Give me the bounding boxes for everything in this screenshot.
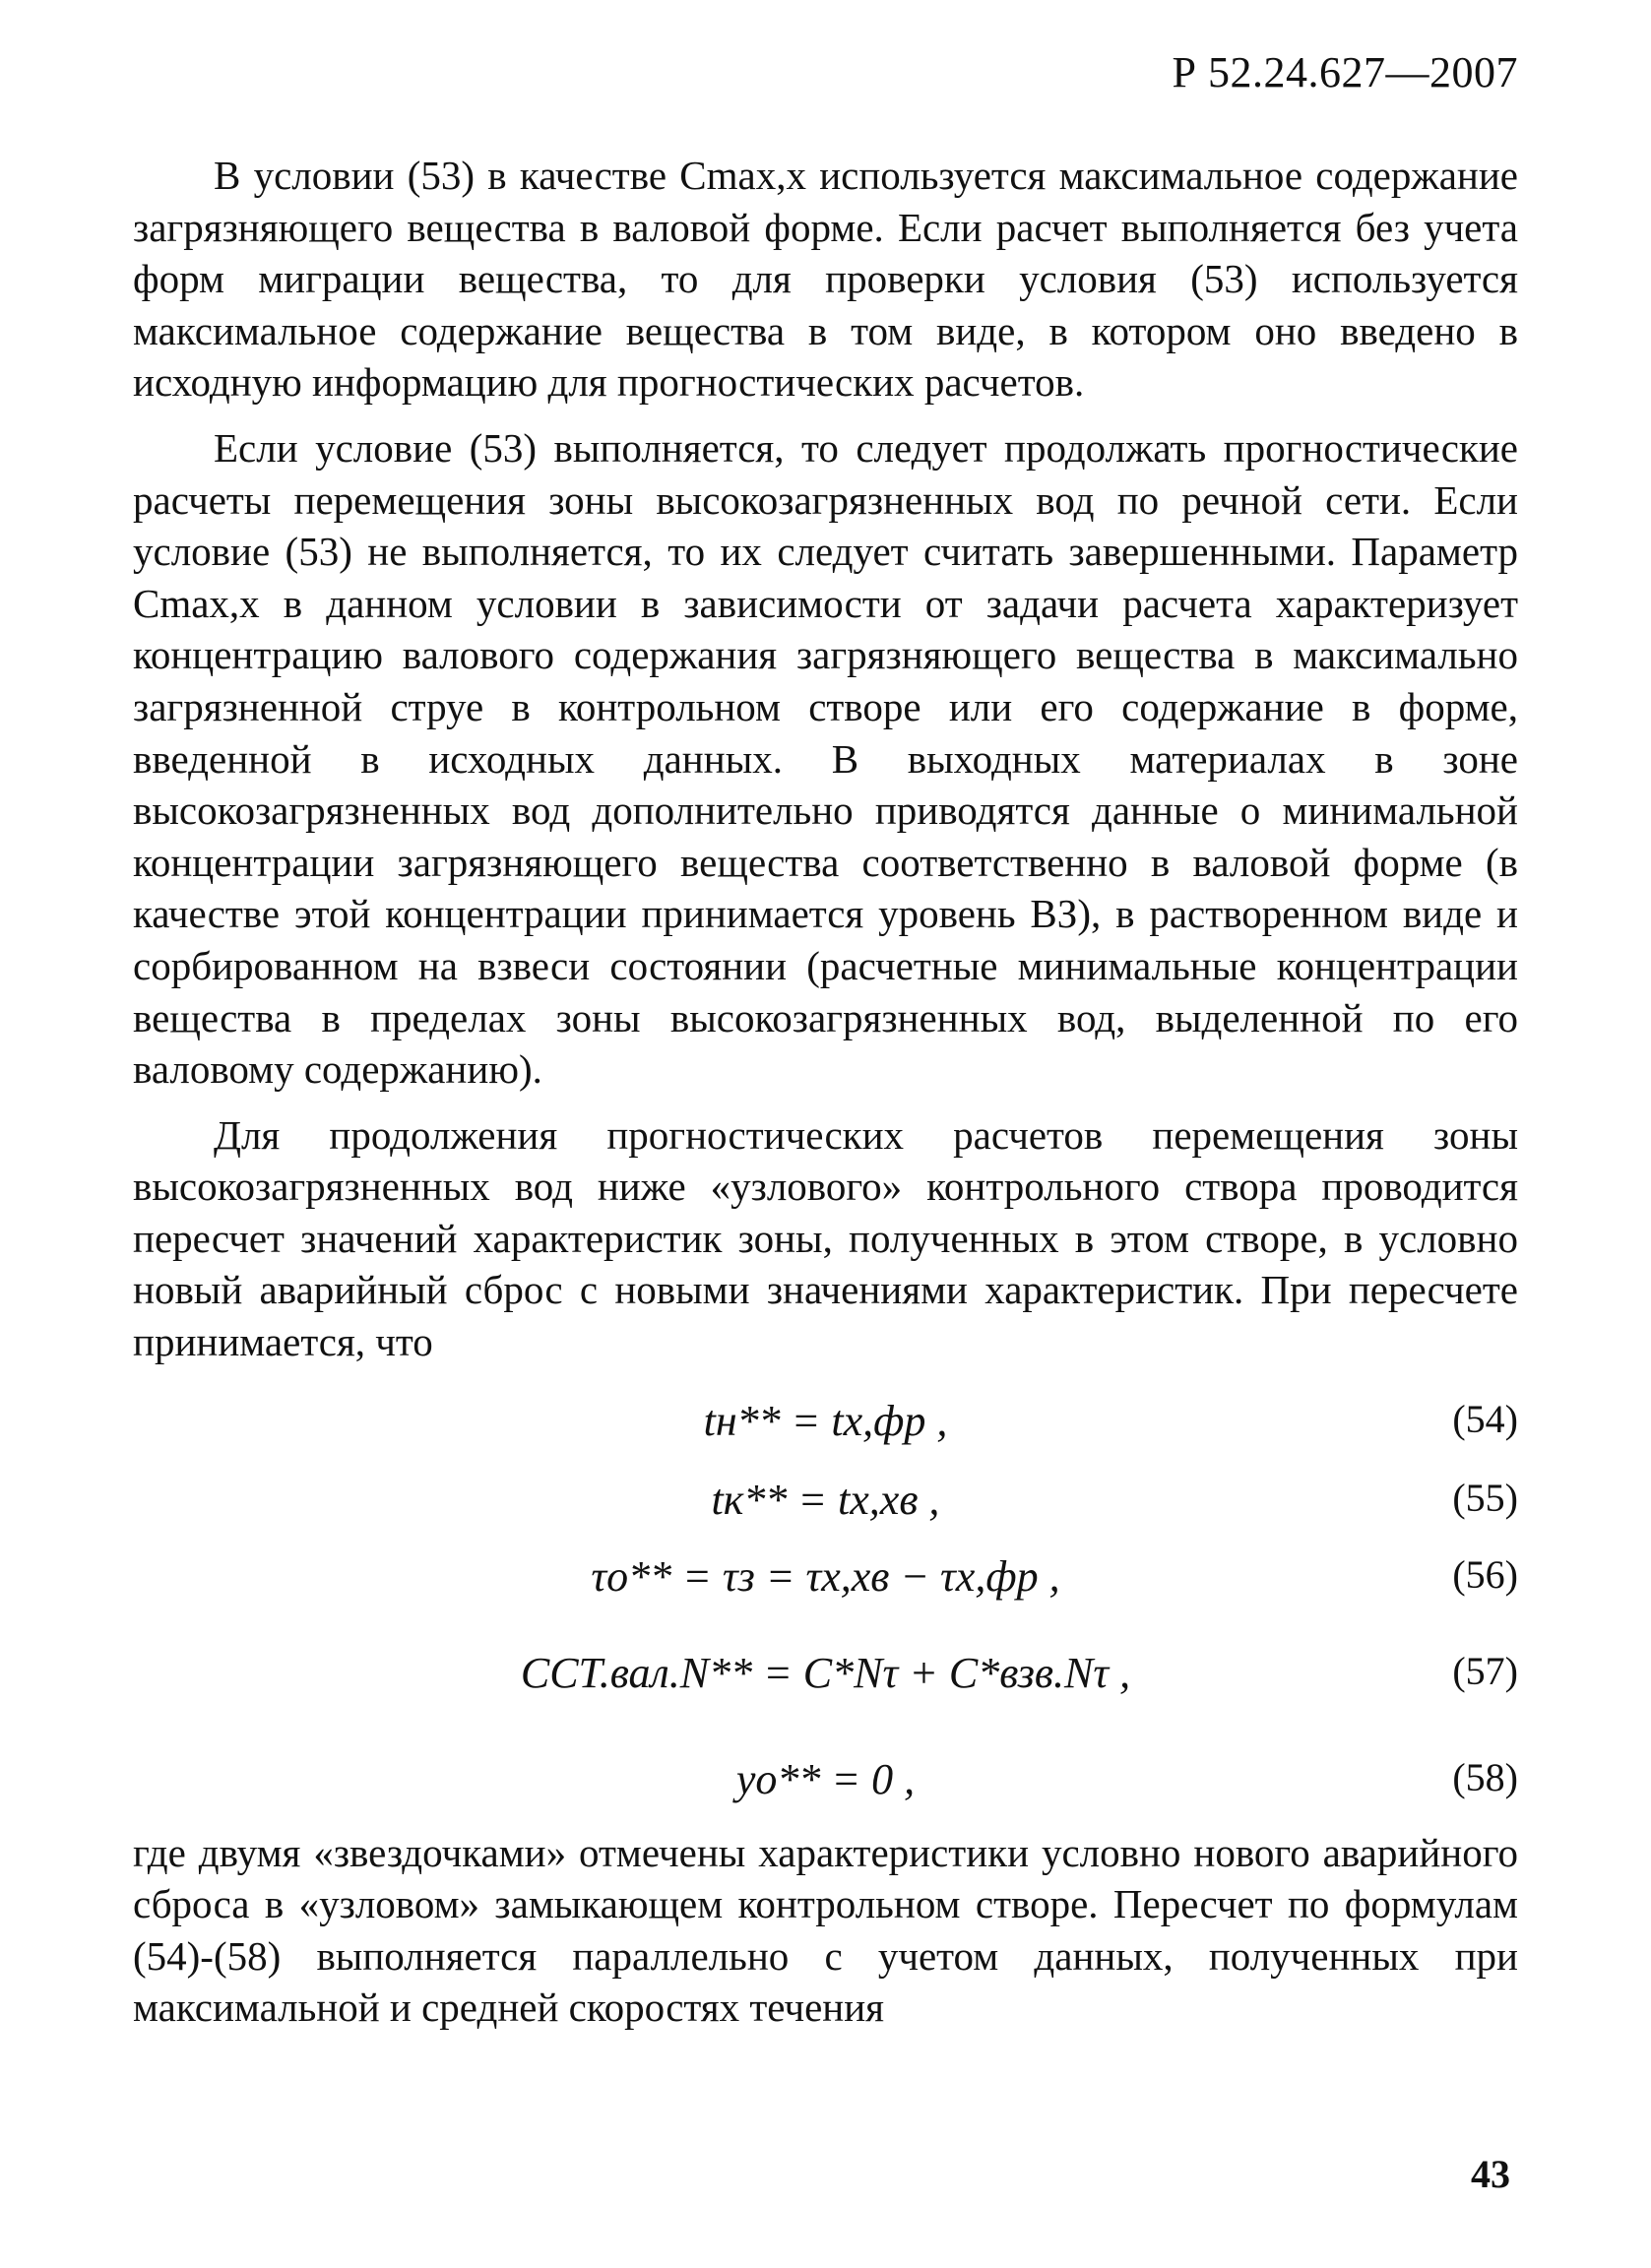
formula-54 [133,1378,1518,1457]
paragraph-2: Если условие (53) выполняется, то следует продолжать прогностические расчеты перемещения зоны высокозагрязненных вод по речной сети. Если условие (53) не выполняется, то их следует считать завершенными. Параметр Cmax,x в данном условии в зависимости от задачи расчета характеризует концентрацию валового содержания загрязняющего вещества в максимально загрязненной струе в контрольном створе или его содержание в форме, введенной в исходных данных. В выходных материалах в зоне высокозагрязненных вод дополнительно приводятся данные о минимальной концентрации загрязняющего вещества соответственно в валовой форме (в качестве этой концентрации принимается уровень ВЗ), в растворенном виде и сорбированном на взвеси состоянии (расчетные минимальные концентрации вещества в пределах зоны высокозагрязненных вод, выделенной по его валовому содержанию). [133,424,1518,1093]
formula-number: (58) [1452,1754,1518,1799]
formula-expression: tк** = tx,хв , [711,1475,940,1524]
formula-55 [133,1457,1518,1534]
document-id: Р 52.24.627—2007 [1172,48,1518,96]
page-number: 43 [1471,2152,1510,2196]
page-body [133,150,1518,2034]
formula-56 [133,1534,1518,1622]
formula-number: (55) [1452,1475,1518,1520]
formula-expression: τo** = τз = τx,хв − τx,фр , [591,1551,1060,1601]
formula-57 [133,1622,1518,1725]
formula-expression: CCT.вал.N** = C*Nτ + C*взв.Nτ , [520,1648,1131,1697]
formula-number: (54) [1452,1396,1518,1441]
paragraph-1: В условии (53) в качестве Cmax,x используется максимальное содержание загрязняющего вещества в валовой форме. Если расчет выполняется без учета форм миграции вещества, то для проверки условия (53) используется максимальное содержание вещества в том виде, в котором оно введено в исходную информацию для прогностических расчетов. [133,153,1518,406]
formula-expression: yo** = 0 , [735,1754,916,1803]
formula-number: (57) [1452,1648,1518,1693]
formula-number: (56) [1452,1551,1518,1597]
closing-paragraph: где двумя «звездочками» отмечены характеристики условно нового аварийного сброса в «узловом» замыкающем контрольном створе. Пересчет по формулам (54)-(58) выполняется параллельно с учетом данных, полученных при максимальной и средней скоростях течения [133,1829,1518,2031]
formula-block [133,1378,1518,1811]
formula-58 [133,1725,1518,1811]
paragraph-3: Для продолжения прогностических расчетов перемещения зоны высокозагрязненных вод ниже «узлового» контрольного створа проводится пересчет значений характеристик зоны, полученных в этом створе, в условно новый аварийный сброс с новыми значениями характеристик. При пересчете принимается, что [133,1111,1518,1365]
formula-expression: tн** = tx,фр , [703,1396,948,1445]
